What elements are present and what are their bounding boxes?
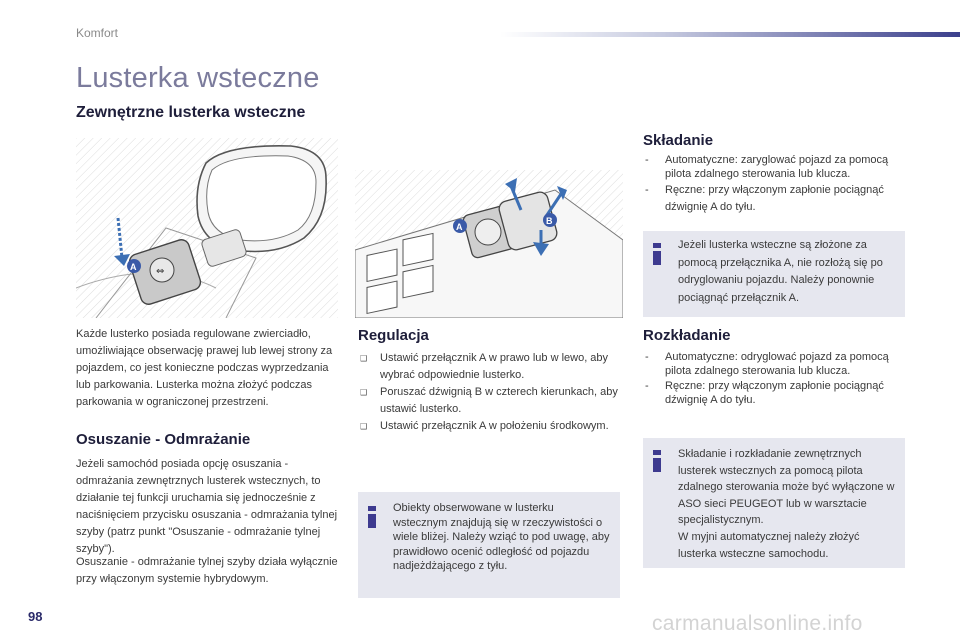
watermark: carmanualsonline.info xyxy=(652,612,863,635)
fold-item-1: - Automatyczne: zaryglować pojazd za pomocą pilota zdalnego sterowania lub klucza. xyxy=(643,153,905,181)
mirror-illustration xyxy=(76,138,338,318)
adjust-item-1: ❑ Ustawić przełącznik A w prawo lub w lewo, aby wybrać odpowiednie lusterko. xyxy=(358,350,620,384)
info-icon xyxy=(653,450,661,472)
unfold-list xyxy=(643,350,905,408)
adjust-item-2: ❑ Poruszać dźwignią B w czterech kierunkach, aby ustawić lusterko. xyxy=(358,384,620,418)
section-title: Zewnętrzne lusterka wsteczne xyxy=(76,104,306,121)
control-panel-illustration xyxy=(355,170,623,318)
chapter-label: Komfort xyxy=(76,26,119,40)
control-panel-drawing xyxy=(355,170,623,318)
header-gradient-bar xyxy=(500,32,960,37)
intro-paragraph: Każde lusterko posiada regulowane zwierciadło, umożliwiające obserwację prawej lub lewej strony za pojazdem, co jest konieczne podczas wyprzedzania lub parkowania. Lusterka można złożyć podczas parkowania w ograniczonej przestrzeni. xyxy=(76,328,333,408)
defrost-heading: Osuszanie - Odmrażanie xyxy=(76,431,251,448)
page-number: 98 xyxy=(28,609,43,624)
svg-text:⇔: ⇔ xyxy=(156,266,165,277)
adjust-heading: Regulacja xyxy=(358,327,429,344)
fold-heading: Składanie xyxy=(643,132,714,149)
fold-list xyxy=(643,153,905,217)
fold-info-text: Jeżeli lusterka wsteczne są złożone za pomocą przełącznika A, nie rozłożą się po odryglowaniu pojazdu. Należy ponownie pociągnąć przełącznik A. xyxy=(678,239,883,304)
label-b-middle: B xyxy=(546,216,553,226)
unfold-info-box xyxy=(643,438,905,568)
unfold-heading: Rozkładanie xyxy=(643,327,731,344)
adjust-list xyxy=(358,350,620,435)
fold-item-2: - Ręczne: przy włączonym zapłonie pociągnąć dźwignię A do tyłu. xyxy=(643,182,905,216)
mirror-drawing xyxy=(76,138,338,318)
label-a-left: A xyxy=(130,262,137,272)
defrost-paragraph-1: Jeżeli samochód posiada opcję osuszania - odmrażania zewnętrznych lusterek wstecznych, to działanie tej funkcji uruchamia się jednocześnie z naciśnięciem przycisku osuszania - odmrażania tylnej szyby (patrz punkt "Osuszanie - odmrażanie tylnej szyby"). xyxy=(76,458,338,555)
unfold-info-text-1: Składanie i rozkładanie zewnętrznych lusterek wstecznych za pomocą pilota zdalnego sterowania może być wyłączone w ASO sieci PEUGEOT lub w warsztacie specjalistycznym. xyxy=(678,448,895,526)
page-title: Lusterka wsteczne xyxy=(76,62,320,94)
unfold-item-2: - Ręczne: przy włączonym zapłonie pociągnąć dźwignię A do tyłu. xyxy=(643,379,905,407)
info-icon xyxy=(653,243,661,265)
unfold-item-1: - Automatyczne: odryglować pojazd za pomocą pilota zdalnego sterowania lub klucza. xyxy=(643,350,905,378)
adjust-info-text: Obiekty obserwowane w lusterku wstecznym znajdują się w rzeczywistości o wiele bliżej. Należy wziąć to pod uwagę, aby prawidłowo ocenić odległość od pojazdu nadjeżdżającego z tyłu. xyxy=(393,502,610,572)
unfold-info-text-2: W myjni automatycznej należy złożyć lusterka wsteczne samochodu. xyxy=(678,531,860,560)
info-icon xyxy=(368,506,376,528)
fold-info-box xyxy=(643,231,905,317)
adjust-info-box xyxy=(358,492,620,598)
label-a-middle: A xyxy=(456,222,463,232)
defrost-paragraph-2: Osuszanie - odmrażanie tylnej szyby działa wyłącznie przy włączonym systemie hybrydowym. xyxy=(76,556,338,585)
adjust-item-3: ❑ Ustawić przełącznik A w położeniu środkowym. xyxy=(358,418,620,435)
